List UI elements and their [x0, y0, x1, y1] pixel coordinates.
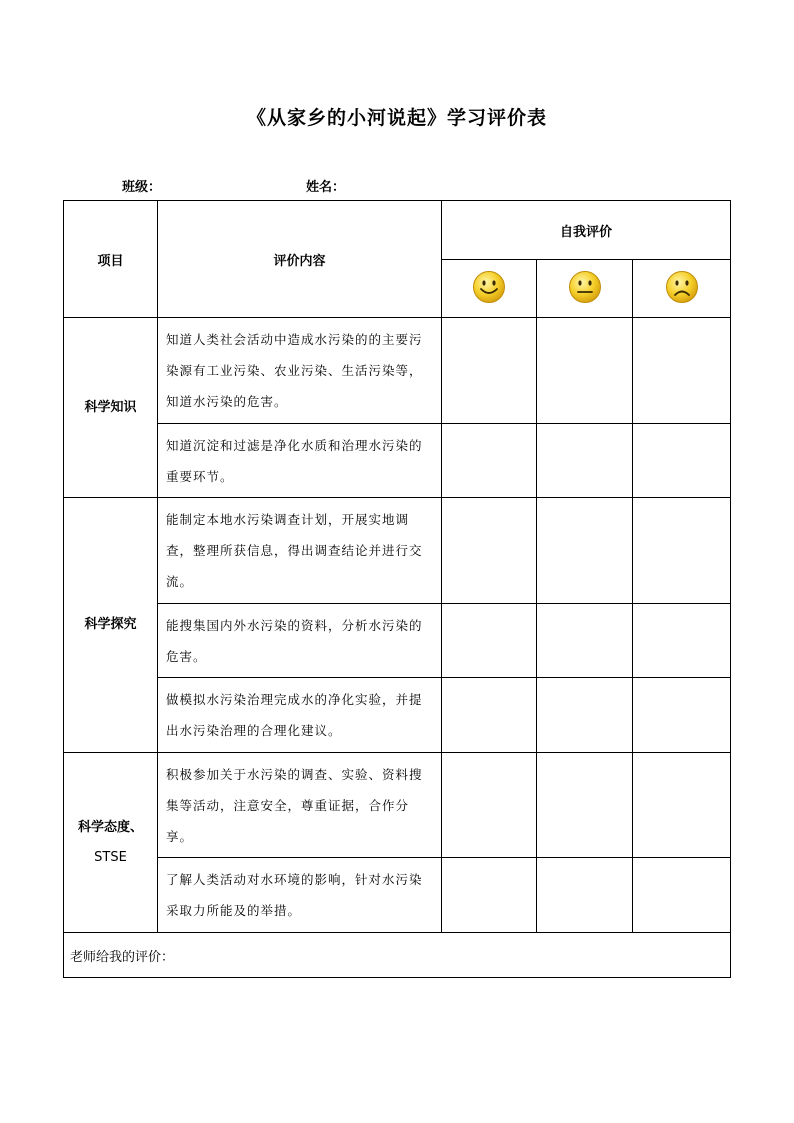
criterion-text: 知道沉淀和过滤是净化水质和治理水污染的重要环节。 — [158, 424, 442, 498]
rating-cell[interactable] — [537, 858, 633, 933]
rating-cell[interactable] — [537, 604, 633, 678]
neutral-face-icon — [568, 270, 602, 304]
rating-cell[interactable] — [442, 318, 537, 424]
rating-cell[interactable] — [442, 753, 537, 858]
category-science-inquiry: 科学探究 — [64, 498, 158, 753]
category-science-attitude-stse — [64, 753, 158, 933]
criterion-text: 了解人类活动对水环境的影响，针对水污染采取力所能及的举措。 — [158, 858, 442, 933]
rating-cell[interactable] — [633, 318, 731, 424]
rating-cell[interactable] — [633, 678, 731, 753]
rating-cell[interactable] — [633, 858, 731, 933]
evaluation-table — [63, 200, 731, 978]
name-label: 姓名： — [306, 180, 346, 195]
header-self-eval: 自我评价 — [442, 201, 731, 260]
rating-cell[interactable] — [537, 424, 633, 498]
criterion-text: 能制定本地水污染调查计划，开展实地调查，整理所获信息，得出调查结论并进行交流。 — [158, 498, 442, 604]
frown-face-cell — [633, 260, 731, 318]
criterion-text: 积极参加关于水污染的调查、实验、资料搜集等活动，注意安全，尊重证据，合作分享。 — [158, 753, 442, 858]
rating-cell[interactable] — [537, 498, 633, 604]
rating-cell[interactable] — [537, 678, 633, 753]
neutral-face-cell — [537, 260, 633, 318]
criterion-text: 知道人类社会活动中造成水污染的的主要污染源有工业污染、农业污染、生活污染等，知道水污染的危害。 — [158, 318, 442, 424]
class-label: 班级： — [122, 180, 162, 195]
rating-cell[interactable] — [633, 604, 731, 678]
header-item: 项目 — [64, 201, 158, 318]
header-content: 评价内容 — [158, 201, 442, 318]
teacher-evaluation-field[interactable]: 老师给我的评价： — [64, 933, 731, 978]
smile-face-cell — [442, 260, 537, 318]
rating-cell[interactable] — [442, 858, 537, 933]
rating-cell[interactable] — [633, 424, 731, 498]
smile-face-icon — [472, 270, 506, 304]
rating-cell[interactable] — [442, 678, 537, 753]
frown-face-icon — [665, 270, 699, 304]
page-title: 《从家乡的小河说起》学习评价表 — [246, 107, 547, 129]
category-line-2: STSE — [94, 849, 127, 865]
rating-cell[interactable] — [442, 604, 537, 678]
category-science-knowledge: 科学知识 — [64, 318, 158, 498]
rating-cell[interactable] — [633, 753, 731, 858]
criterion-text: 做模拟水污染治理完成水的净化实验，并提出水污染治理的合理化建议。 — [158, 678, 442, 753]
rating-cell[interactable] — [537, 753, 633, 858]
category-line-1: 科学态度、 — [77, 819, 143, 835]
rating-cell[interactable] — [442, 498, 537, 604]
rating-cell[interactable] — [442, 424, 537, 498]
rating-cell[interactable] — [633, 498, 731, 604]
criterion-text: 能搜集国内外水污染的资料，分析水污染的危害。 — [158, 604, 442, 678]
rating-cell[interactable] — [537, 318, 633, 424]
